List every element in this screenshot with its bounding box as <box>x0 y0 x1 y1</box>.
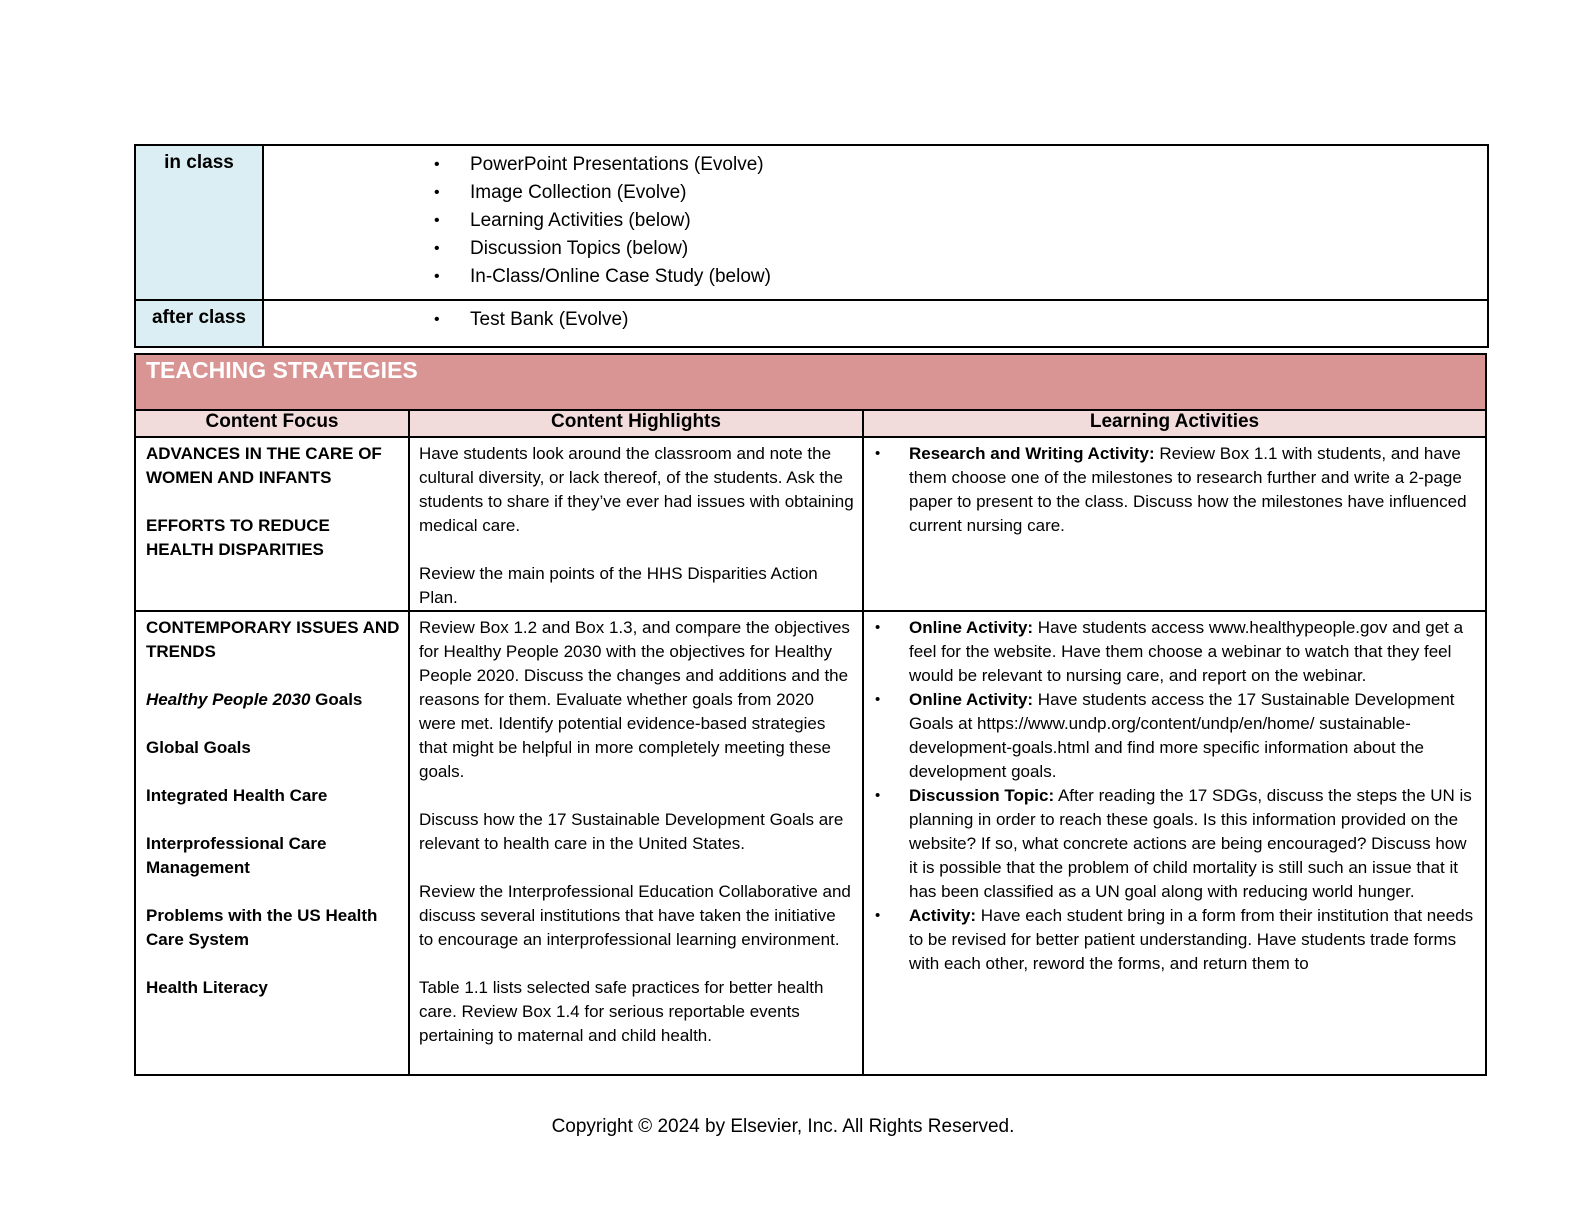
activity-label: Discussion Topic: <box>909 786 1055 805</box>
focus-topic: Interprofessional Care Management <box>146 834 327 877</box>
highlight-paragraph: Review the Interprofessional Education Collaborative and discuss several institutions that have taken the initiative to encourage an interprofessional learning environment. <box>419 882 851 949</box>
list-item <box>864 784 1475 904</box>
activity-text: Have students access www.healthypeople.gov and get a feel for the website. Have them choose a webinar to watch that they feel would be relevant to nursing care, and report on the webinar. <box>909 618 1464 685</box>
activity-list <box>864 616 1475 976</box>
highlight-paragraph: Review Box 1.2 and Box 1.3, and compare the objectives for Healthy People 2030 with the objectives for Healthy People 2020. Discuss the changes and additions and the reasons for them. Evaluate whether goals from 2020 were met. Identify potential evidence-based strategies that might be helpful in more completely meeting these goals. <box>419 618 850 781</box>
focus-topic: Global Goals <box>146 738 251 757</box>
list-item: • Learning Activities (below) <box>264 207 1487 235</box>
list-item <box>864 616 1475 688</box>
activity-text: Have students access the 17 Sustainable Development Goals at https://www.undp.org/content/undp/en/home/ sustainable-development-goals.html and find more specific information about the development goals. <box>909 690 1455 781</box>
activity-text: After reading the 17 SDGs, discuss the steps the UN is planning in order to reach these goals. Is this information provided on the website? If so, what concrete actions are being encouraged? Discuss how it is possible that the problem of child mortality is still such an issue that it has been classified as a UN goal along with reducing world hunger. <box>909 786 1472 901</box>
activity-label: Research and Writing Activity: <box>909 444 1155 463</box>
column-header: Content Focus <box>135 410 409 437</box>
copyright-footer: Copyright © 2024 by Elsevier, Inc. All Rights Reserved. <box>551 1116 1015 1137</box>
list-item: • PowerPoint Presentations (Evolve) <box>264 151 1487 179</box>
activity-text: Review Box 1.1 with students, and have them choose one of the milestones to research further and write a 2-page paper to present to the class. Discuss how the milestones have influenced current nursing care. <box>909 444 1467 535</box>
focus-topic: EFFORTS TO REDUCE HEALTH DISPARITIES <box>146 516 330 559</box>
learning-activities-cell <box>863 611 1486 1075</box>
list-item <box>864 904 1475 976</box>
content-focus-cell <box>135 437 409 611</box>
table-row <box>135 437 1486 611</box>
table-row <box>135 611 1486 1075</box>
activity-label: Online Activity: <box>909 618 1034 637</box>
focus-topic-italic: Healthy People 2030 <box>146 690 311 709</box>
focus-topic: Problems with the US Health Care System <box>146 906 378 949</box>
content-highlights-cell <box>409 611 863 1075</box>
focus-topic: Healthy People 2030 Goals <box>146 690 363 709</box>
activity-label: Online Activity: <box>909 690 1034 709</box>
learning-activities-cell <box>863 437 1486 611</box>
activity-label: Activity: <box>909 906 977 925</box>
column-header: Content Highlights <box>409 410 863 437</box>
focus-topic: Health Literacy <box>146 978 268 997</box>
teaching-strategies-table <box>134 353 1487 1076</box>
highlight-paragraph: Have students look around the classroom and note the cultural diversity, or lack thereof, of the students. Ask the students to share if they’ve ever had issues with obtaining medical care. <box>419 444 854 535</box>
resource-label: after class <box>135 300 263 347</box>
section-title: TEACHING STRATEGIES <box>135 354 1486 410</box>
activity-text: Have each student bring in a form from their institution that needs to be revised for better patient understanding. Have students trade forms with each other, reword the forms, and return them to <box>909 906 1474 973</box>
focus-topic: ADVANCES IN THE CARE OF WOMEN AND INFANTS <box>146 444 382 487</box>
resource-list <box>264 151 1487 291</box>
content-highlights-cell <box>409 437 863 611</box>
list-item: • In-Class/Online Case Study (below) <box>264 263 1487 291</box>
highlight-paragraph: Review the main points of the HHS Disparities Action Plan. <box>419 564 818 607</box>
content-focus-cell <box>135 611 409 1075</box>
list-item: • Test Bank (Evolve) <box>264 306 1487 334</box>
focus-topic: Integrated Health Care <box>146 786 328 805</box>
resource-label: in class <box>135 145 263 300</box>
resource-row-after-class <box>135 300 1488 347</box>
list-item <box>864 442 1475 538</box>
resource-row-in-class <box>135 145 1488 300</box>
column-header: Learning Activities <box>863 410 1486 437</box>
list-item: • Discussion Topics (below) <box>264 235 1487 263</box>
highlight-paragraph: Discuss how the 17 Sustainable Development Goals are relevant to health care in the United States. <box>419 810 844 853</box>
activity-list <box>864 442 1475 538</box>
list-item: • Image Collection (Evolve) <box>264 179 1487 207</box>
resources-table <box>134 144 1489 348</box>
resource-list <box>264 306 1487 334</box>
list-item <box>864 688 1475 784</box>
focus-topic: CONTEMPORARY ISSUES AND TRENDS <box>146 618 400 661</box>
highlight-paragraph: Table 1.1 lists selected safe practices for better health care. Review Box 1.4 for serious reportable events pertaining to maternal and child health. <box>419 978 824 1045</box>
